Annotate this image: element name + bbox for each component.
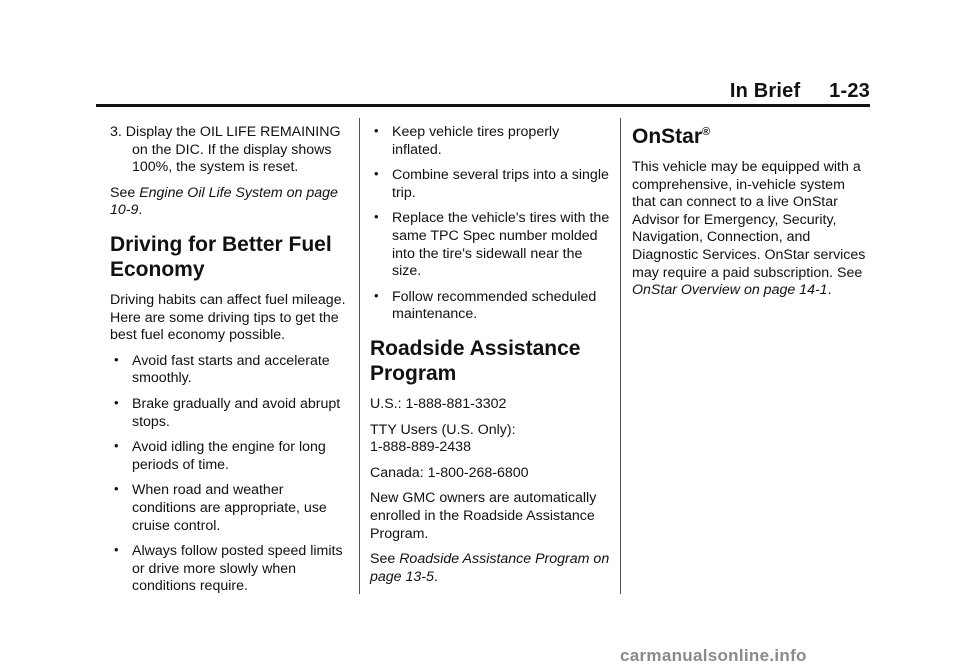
registered-trademark: ®: [702, 126, 711, 138]
tty-info: [370, 422, 610, 457]
list-item: [110, 396, 350, 431]
list-item: [110, 482, 350, 535]
list-item: [370, 167, 610, 202]
column-divider-1: [359, 118, 360, 594]
roadside-assistance-link[interactable]: Roadside Assistance Program on page 13-5: [370, 551, 610, 585]
list-item-text: Replace the vehicle's tires with the same TPC Spec number molded into the tire's sidewall near the size.: [392, 210, 610, 280]
page-header: [96, 78, 870, 107]
bullet-icon: •: [114, 394, 119, 410]
tty-label: TTY Users (U.S. Only):: [370, 421, 516, 438]
list-item-text: When road and weather conditions are appropriate, use cruise control.: [132, 482, 327, 534]
list-item-text: Always follow posted speed limits or drive more slowly when conditions require.: [132, 543, 343, 595]
onstar-overview-link[interactable]: OnStar Overview on page 14-1: [632, 282, 828, 299]
header-title: [730, 80, 870, 103]
onstar-body-suffix: .: [827, 282, 832, 299]
list-item-text: Follow recommended scheduled maintenance.: [392, 288, 597, 323]
list-item-text: Combine several trips into a single trip.: [392, 167, 609, 201]
list-item: [110, 543, 350, 596]
list-item-text: Avoid fast starts and accelerate smoothly.: [132, 352, 330, 387]
column-1: [110, 124, 350, 604]
bullet-icon: •: [374, 123, 379, 138]
see-reference: [110, 185, 350, 220]
see-reference: [370, 551, 610, 586]
onstar-title-text: OnStar: [632, 125, 703, 148]
column-2: [370, 124, 610, 594]
bullet-icon: •: [114, 481, 119, 497]
list-item-text: Keep vehicle tires properly inflated.: [392, 124, 560, 158]
onstar-body-text: This vehicle may be equipped with a comprehensive, in-vehicle system that can connect to a live OnStar Advisor for Emergency, Security, Navigation, Connection, and Diagnostic Services. OnStar services may require a paid subscription. See: [632, 159, 866, 281]
see-prefix: See: [370, 551, 400, 568]
bullet-icon: •: [114, 438, 119, 454]
us-phone: U.S.: 1-888-881-3302: [370, 395, 507, 412]
list-item: [370, 124, 610, 159]
engine-oil-life-link[interactable]: Engine Oil Life System on page 10-9: [110, 184, 338, 219]
tty-phone: 1-888-889-2438: [370, 439, 471, 456]
section-title-onstar: [632, 124, 872, 149]
list-item: [110, 353, 350, 388]
watermark: carmanualsonline.info: [620, 646, 807, 665]
step-3-text: Display the OIL LIFE REMAINING on the DIC. If the display shows 100%, the system is reset.: [125, 124, 341, 176]
list-item-text: Avoid idling the engine for long periods of time.: [132, 439, 326, 473]
step-3: [110, 124, 350, 177]
see-suffix: .: [138, 202, 143, 219]
column-3: [632, 124, 872, 308]
page-number: 1-23: [829, 80, 870, 102]
enrollment-text: New GMC owners are automatically enrolled in the Roadside Assistance Program.: [370, 490, 597, 542]
bullet-icon: •: [374, 209, 379, 225]
fuel-economy-intro: Driving habits can affect fuel mileage. Here are some driving tips to get the best fuel economy possible.: [110, 291, 346, 344]
bullet-icon: •: [374, 287, 379, 303]
list-item: [370, 210, 610, 280]
bullet-icon: •: [374, 166, 379, 182]
see-suffix: .: [433, 568, 438, 585]
section-name: In Brief: [729, 80, 801, 102]
section-title-fuel-economy: Driving for Better Fuel Economy: [110, 232, 332, 281]
column-divider-2: [620, 118, 621, 594]
see-prefix: See: [110, 184, 140, 201]
step-3-number: 3.: [110, 124, 122, 140]
section-title-roadside: Roadside Assistance Program: [370, 336, 581, 385]
bullet-icon: •: [114, 351, 119, 367]
canada-phone: Canada: 1-800-268-6800: [370, 464, 529, 481]
onstar-description: [632, 159, 872, 300]
list-item: [110, 439, 350, 474]
list-item-text: Brake gradually and avoid abrupt stops.: [132, 395, 341, 430]
list-item: [370, 289, 610, 324]
bullet-icon: •: [114, 542, 119, 558]
